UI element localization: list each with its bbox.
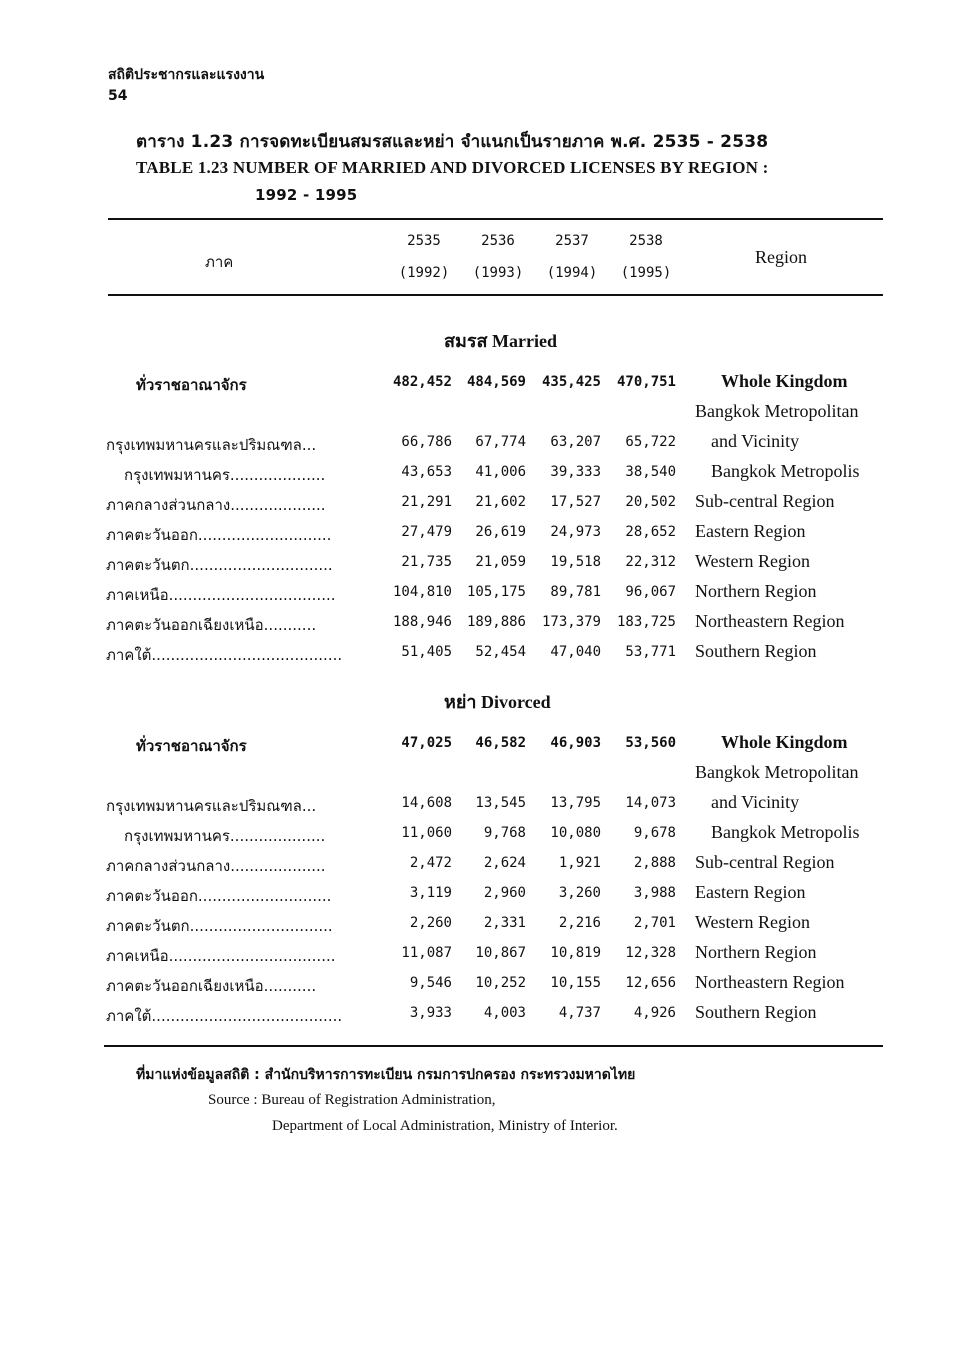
table-cell-value: 189,886 (466, 614, 526, 630)
table-cell-value: 38,540 (625, 464, 676, 480)
row-label-thai: ภาคตะวันออกเฉียงเหนือ........... (106, 616, 317, 634)
column-header-year-be: 2538 (629, 233, 663, 249)
table-cell-value: 3,260 (558, 885, 601, 901)
row-label-thai: ภาคเหนือ................................... (106, 947, 336, 965)
table-cell-value: 173,379 (541, 614, 601, 630)
table-cell-value: 24,973 (550, 524, 601, 540)
table-cell-value: 66,786 (401, 434, 452, 450)
table-cell-value: 9,678 (633, 825, 676, 841)
table-cell-value: 46,903 (550, 735, 601, 751)
section-heading-married (444, 326, 557, 355)
table-cell-value: 2,701 (633, 915, 676, 931)
table-cell-value: 52,454 (475, 644, 526, 660)
section-heading-divorced-text: หย่า Divorced (444, 692, 551, 712)
table-cell-value: 21,059 (475, 554, 526, 570)
row-label-english: Bangkok Metropolis (711, 822, 860, 842)
column-header-year-be: 2536 (481, 233, 515, 249)
table-cell-value: 13,795 (550, 795, 601, 811)
table-title-thai: ตาราง 1.23 การจดทะเบียนสมรสและหย่า จำแนกเป็นรายภาค พ.ศ. 2535 - 2538 (136, 132, 769, 152)
table-cell-value: 39,333 (550, 464, 601, 480)
row-label-thai: กรุงเทพมหานครและปริมณฑล... (106, 436, 317, 454)
table-cell-value: 14,608 (401, 795, 452, 811)
source-thai: ที่มาแห่งข้อมูลสถิติ : สำนักบริหารการทะเบียน กรมการปกครอง กระทรวงมหาดไทย (136, 1067, 636, 1083)
row-label-english: and Vicinity (711, 792, 800, 812)
table-cell-value: 26,619 (475, 524, 526, 540)
table-cell-value: 1,921 (558, 855, 601, 871)
table-cell-value: 484,569 (466, 374, 526, 390)
table-cell-value: 96,067 (625, 584, 676, 600)
table-cell-value: 41,006 (475, 464, 526, 480)
column-header-region-thai: ภาค (205, 253, 234, 271)
row-label-english: Southern Region (695, 1002, 817, 1022)
row-label-thai: กรุงเทพมหานคร.................... (124, 827, 326, 845)
table-cell-value: 13,545 (475, 795, 526, 811)
row-label-thai: ภาคใต้........................................ (106, 1007, 343, 1025)
table-cell-value: 104,810 (392, 584, 452, 600)
row-label-english-prefix: Bangkok Metropolitan (695, 401, 859, 421)
row-label-english: Eastern Region (695, 882, 806, 902)
row-label-english: Northeastern Region (695, 611, 845, 631)
table-cell-value: 3,119 (409, 885, 452, 901)
column-header-year-ce: (1995) (620, 265, 672, 281)
row-label-english: Whole Kingdom (721, 371, 848, 391)
table-cell-value: 2,888 (633, 855, 676, 871)
table-cell-value: 67,774 (475, 434, 526, 450)
source-english-line2: Department of Local Administration, Ministry of Interior. (272, 1118, 618, 1134)
table-cell-value: 2,472 (409, 855, 452, 871)
table-cell-value: 14,073 (625, 795, 676, 811)
table-cell-value: 53,560 (625, 735, 676, 751)
table-cell-value: 89,781 (550, 584, 601, 600)
section-heading-married-text: สมรส Married (444, 331, 557, 351)
row-label-thai: ภาคตะวันออก............................ (106, 887, 332, 905)
table-cell-value: 2,960 (483, 885, 526, 901)
table-cell-value: 2,624 (483, 855, 526, 871)
row-label-english: Northeastern Region (695, 972, 845, 992)
table-cell-value: 2,260 (409, 915, 452, 931)
table-cell-value: 482,452 (392, 374, 452, 390)
table-cell-value: 2,216 (558, 915, 601, 931)
row-label-thai: ภาคกลางส่วนกลาง.................... (106, 857, 326, 875)
row-label-english: Northern Region (695, 942, 817, 962)
table-cell-value: 21,735 (401, 554, 452, 570)
table-cell-value: 4,737 (558, 1005, 601, 1021)
column-header-year-ce: (1992) (398, 265, 450, 281)
table-cell-value: 47,025 (401, 735, 452, 751)
row-label-english: Whole Kingdom (721, 732, 848, 752)
table-cell-value: 51,405 (401, 644, 452, 660)
table-cell-value: 22,312 (625, 554, 676, 570)
page-number: 54 (108, 88, 128, 104)
table-cell-value: 12,656 (625, 975, 676, 991)
row-label-english: Eastern Region (695, 521, 806, 541)
table-cell-value: 65,722 (625, 434, 676, 450)
row-label-thai: กรุงเทพมหานครและปริมณฑล... (106, 797, 317, 815)
table-cell-value: 11,060 (401, 825, 452, 841)
row-label-english: Southern Region (695, 641, 817, 661)
table-cell-value: 43,653 (401, 464, 452, 480)
table-cell-value: 9,768 (483, 825, 526, 841)
table-cell-value: 47,040 (550, 644, 601, 660)
table-cell-value: 3,933 (409, 1005, 452, 1021)
column-header-region-en: Region (755, 247, 807, 267)
row-label-thai: ทั่วราชอาณาจักร (136, 376, 247, 394)
table-title-years: 1992 - 1995 (255, 186, 358, 204)
table-cell-value: 183,725 (616, 614, 676, 630)
table-cell-value: 10,867 (475, 945, 526, 961)
table-title-english: TABLE 1.23 NUMBER OF MARRIED AND DIVORCED LICENSES BY REGION : (136, 158, 769, 177)
table-cell-value: 4,003 (483, 1005, 526, 1021)
table-cell-value: 10,819 (550, 945, 601, 961)
header-bottom-rule (108, 294, 883, 296)
row-label-thai: ภาคเหนือ................................... (106, 586, 336, 604)
row-label-english: and Vicinity (711, 431, 800, 451)
table-cell-value: 20,502 (625, 494, 676, 510)
row-label-thai: ภาคกลางส่วนกลาง.................... (106, 496, 326, 514)
table-cell-value: 17,527 (550, 494, 601, 510)
table-cell-value: 46,582 (475, 735, 526, 751)
column-header-year-be: 2535 (407, 233, 441, 249)
section-heading-divorced (444, 687, 551, 716)
bottom-rule (104, 1045, 883, 1047)
table-cell-value: 105,175 (466, 584, 526, 600)
table-cell-value: 9,546 (409, 975, 452, 991)
table-cell-value: 63,207 (550, 434, 601, 450)
table-cell-value: 470,751 (616, 374, 676, 390)
row-label-english: Sub-central Region (695, 852, 835, 872)
table-cell-value: 10,080 (550, 825, 601, 841)
row-label-english-prefix: Bangkok Metropolitan (695, 762, 859, 782)
table-cell-value: 28,652 (625, 524, 676, 540)
column-header-year-ce: (1994) (546, 265, 598, 281)
source-english-line1: Source : Bureau of Registration Administration, (208, 1092, 496, 1108)
row-label-english: Northern Region (695, 581, 817, 601)
row-label-thai: ภาคตะวันออก............................ (106, 526, 332, 544)
row-label-thai: ภาคตะวันออกเฉียงเหนือ........... (106, 977, 317, 995)
table-cell-value: 12,328 (625, 945, 676, 961)
row-label-english: Western Region (695, 912, 811, 932)
top-rule (108, 218, 883, 220)
table-cell-value: 10,155 (550, 975, 601, 991)
row-label-thai: ภาคตะวันตก.............................. (106, 556, 333, 574)
table-cell-value: 3,988 (633, 885, 676, 901)
row-label-english: Bangkok Metropolis (711, 461, 860, 481)
table-cell-value: 2,331 (483, 915, 526, 931)
row-label-english: Sub-central Region (695, 491, 835, 511)
running-title: สถิติประชากรและแรงงาน (108, 67, 265, 83)
table-cell-value: 10,252 (475, 975, 526, 991)
row-label-thai: ภาคใต้........................................ (106, 646, 343, 664)
table-cell-value: 435,425 (541, 374, 601, 390)
table-cell-value: 53,771 (625, 644, 676, 660)
table-cell-value: 4,926 (633, 1005, 676, 1021)
row-label-thai: ภาคตะวันตก.............................. (106, 917, 333, 935)
column-header-year-be: 2537 (555, 233, 589, 249)
row-label-english: Western Region (695, 551, 811, 571)
column-header-year-ce: (1993) (472, 265, 524, 281)
table-cell-value: 11,087 (401, 945, 452, 961)
table-cell-value: 188,946 (392, 614, 452, 630)
table-cell-value: 27,479 (401, 524, 452, 540)
table-cell-value: 21,602 (475, 494, 526, 510)
row-label-thai: ทั่วราชอาณาจักร (136, 737, 247, 755)
table-cell-value: 19,518 (550, 554, 601, 570)
table-cell-value: 21,291 (401, 494, 452, 510)
row-label-thai: กรุงเทพมหานคร.................... (124, 466, 326, 484)
